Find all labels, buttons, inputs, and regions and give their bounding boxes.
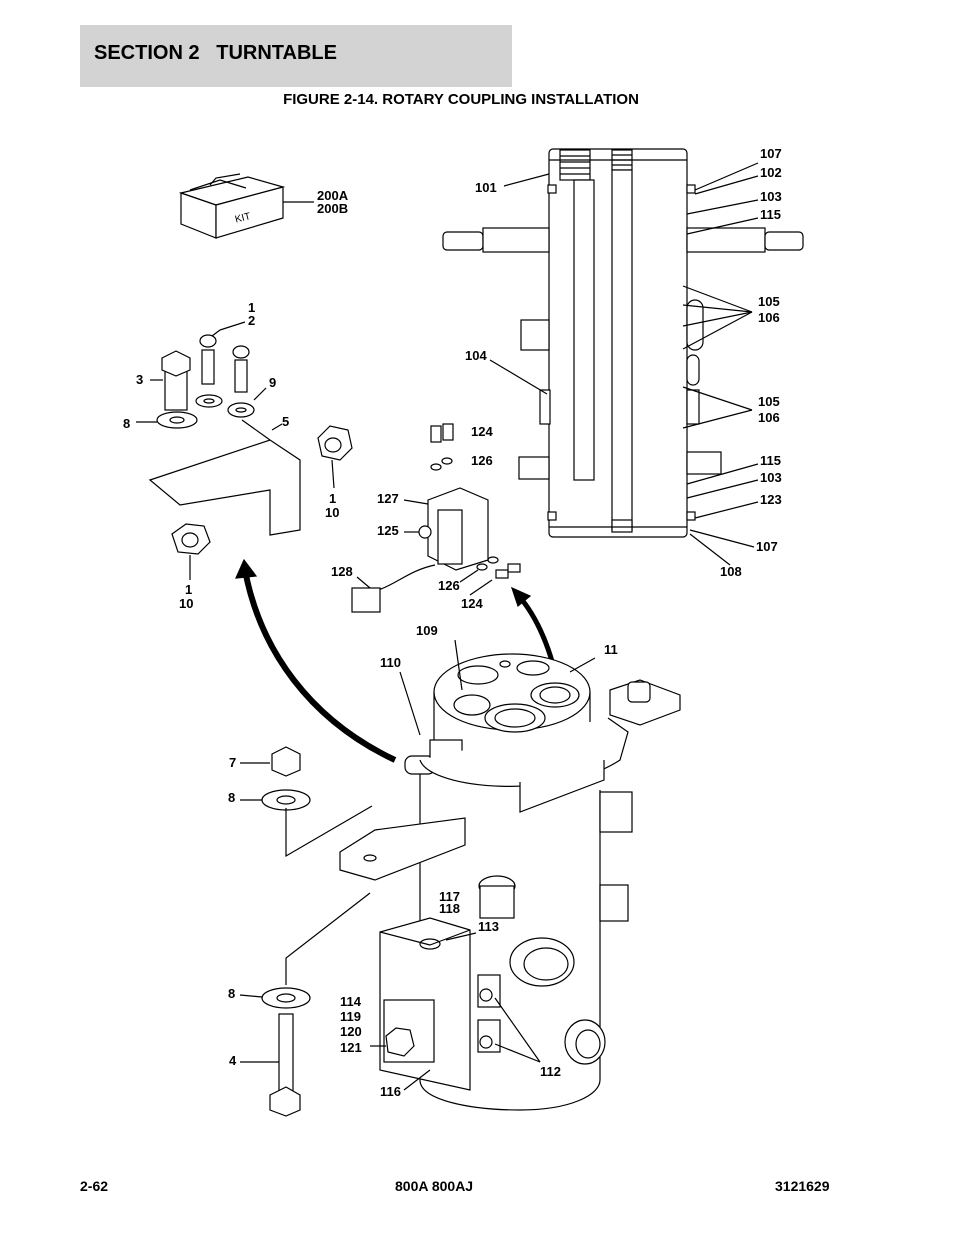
callout-116: 116	[380, 1084, 401, 1099]
footer-doc-number: 3121629	[775, 1178, 830, 1194]
callout-104: 104	[465, 348, 487, 363]
callout-107: 107	[760, 146, 782, 161]
callout-123: 123	[760, 492, 782, 507]
callout-110: 110	[380, 655, 401, 670]
callout-109: 109	[416, 623, 438, 638]
callout-119: 119	[340, 1009, 361, 1024]
figure-title: FIGURE 2-14. ROTARY COUPLING INSTALLATION	[283, 91, 639, 108]
callout-1: 1	[329, 491, 337, 506]
callout-10: 10	[325, 505, 340, 520]
callout-8: 8	[123, 416, 131, 431]
callout-200a: 200A	[317, 188, 349, 203]
footer-model: 800A 800AJ	[395, 1178, 474, 1194]
callout-106: 106	[758, 410, 780, 425]
callout-9: 9	[269, 375, 277, 390]
callout-125: 125	[377, 523, 399, 538]
callout-200b: 200B	[317, 201, 349, 216]
callout-113: 113	[478, 919, 499, 934]
callout-106: 106	[758, 310, 780, 325]
callout-10: 10	[179, 596, 194, 611]
callout-101: 101	[475, 180, 497, 195]
callout-126: 126	[438, 578, 460, 593]
callout-103: 103	[760, 470, 782, 485]
callout-103: 103	[760, 189, 782, 204]
callout-7: 7	[229, 755, 237, 770]
callout-105: 105	[758, 294, 780, 309]
callout-105: 105	[758, 394, 780, 409]
callout-2: 2	[248, 313, 256, 328]
callout-128: 128	[331, 564, 353, 579]
kit-text: KIT	[233, 211, 252, 226]
callout-1: 1	[185, 582, 193, 597]
callout-8: 8	[228, 986, 236, 1001]
callout-118: 118	[439, 901, 460, 916]
callout-108: 108	[720, 564, 742, 579]
callout-8: 8	[228, 790, 236, 805]
callout-127: 127	[377, 491, 399, 506]
section-title: SECTION 2 TURNTABLE	[94, 42, 337, 64]
callout-3: 3	[136, 372, 144, 387]
callout-5: 5	[282, 414, 290, 429]
callout-121: 121	[340, 1040, 362, 1055]
callout-4: 4	[229, 1053, 237, 1068]
kit-box-illustration	[181, 174, 314, 238]
callout-126: 126	[471, 453, 493, 468]
callout-120: 120	[340, 1024, 362, 1039]
callout-112: 112	[540, 1064, 561, 1079]
callout-102: 102	[760, 165, 782, 180]
callout-124: 124	[471, 424, 493, 439]
callout-115: 115	[760, 453, 781, 468]
callout-114: 114	[340, 994, 361, 1009]
callout-107: 107	[756, 539, 778, 554]
footer-page-number: 2-62	[80, 1178, 109, 1194]
mounting-bracket	[136, 322, 395, 760]
callout-11: 11	[604, 642, 618, 657]
callout-115: 115	[760, 207, 781, 222]
rotary-coupling-spool	[443, 149, 803, 565]
callout-1: 1	[248, 300, 256, 315]
callout-117: 117	[439, 889, 460, 904]
callout-124: 124	[461, 596, 483, 611]
coupling-body	[370, 640, 680, 1110]
